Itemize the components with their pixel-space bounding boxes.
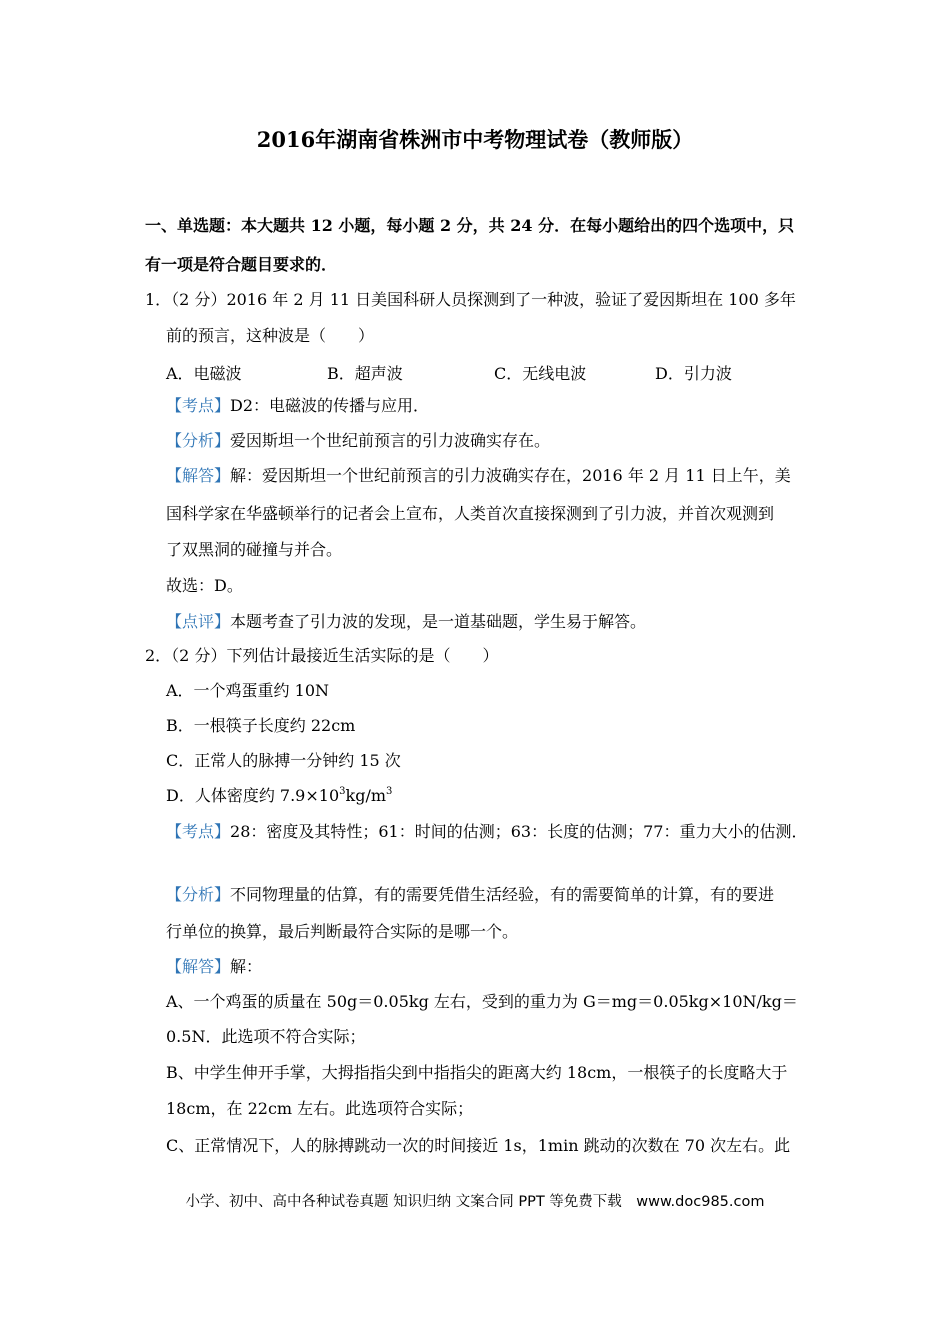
kaodian-tag: 【考点】 [166,822,231,841]
q2-option-b: B．一根筷子长度约 22cm [166,716,356,735]
q2-analysis-a-line2: 0.5N．此选项不符合实际； [166,1027,366,1046]
q2-analysis-b-line2: 18cm，在 22cm 左右。此选项符合实际； [166,1099,474,1118]
q2-fenxi-line1 [166,885,774,905]
document-title: 2016年湖南省株洲市中考物理试卷（教师版） [256,127,694,152]
kaodian-tag: 【考点】 [166,396,231,415]
q1-jieda-line2: 国科学家在华盛顿举行的记者会上宣布，人类首次直接探测到了引力波，并首次观测到 [166,504,775,523]
q1-fenxi-text: 爱因斯坦一个世纪前预言的引力波确实存在。 [230,431,551,450]
section-heading-line2: 有一项是符合题目要求的． [145,255,338,274]
q1-option-d: D．引力波 [655,364,732,383]
jieda-tag: 【解答】 [166,466,231,485]
q2-analysis-b-line1: B、中学生伸开手掌，大拇指指尖到中指指尖的距离大约 18cm，一根筷子的长度略大于 [166,1063,788,1082]
q2-analysis-a-line1: A、一个鸡蛋的质量在 50g＝0.05kg 左右，受到的重力为 G＝mg＝0.05kg×10N/kg＝ [166,992,798,1011]
q2-kaodian [166,822,807,842]
q2-kaodian-text: 28：密度及其特性；61：时间的估测；63：长度的估测；77：重力大小的估测． [230,822,808,841]
q1-jieda-text1: 解：爱因斯坦一个世纪前预言的引力波确实存在，2016 年 2 月 11 日上午，美 [230,466,791,485]
q1-jieda-line3: 了双黑洞的碰撞与并合。 [166,540,343,559]
q2-fenxi-text1: 不同物理量的估算，有的需要凭借生活经验，有的需要简单的计算，有的要进 [230,885,775,904]
q2-stem: 2．（2 分）下列估计最接近生活实际的是（ ） [145,646,499,665]
q1-option-a: A．电磁波 [166,364,242,383]
q2-option-c: C．正常人的脉搏一分钟约 15 次 [166,751,401,770]
dianping-tag: 【点评】 [166,612,231,631]
q1-fenxi [166,431,550,451]
q1-stem-line2: 前的预言，这种波是（ ） [166,326,375,345]
q1-dianping-text: 本题考查了引力波的发现，是一道基础题，学生易于解答。 [230,612,647,631]
section-heading-line1: 一、单选题：本大题共 12 小题，每小题 2 分，共 24 分．在每小题给出的四个选项中，只 [145,216,795,235]
q1-answer: 故选：D。 [166,576,243,595]
q2-option-d-sup1: 3 [339,786,346,797]
fenxi-tag: 【分析】 [166,885,231,904]
q1-stem-line1: 1．（2 分）2016 年 2 月 11 日美国科研人员探测到了一种波，验证了爱因斯坦在 100 多年 [145,290,796,309]
q1-dianping [166,612,646,632]
q2-jieda-text: 解： [230,957,263,976]
q2-analysis-c-line1: C、正常情况下，人的脉搏跳动一次的时间接近 1s，1min 跳动的次数在 70 次左右。此 [166,1136,791,1155]
q1-option-c: C．无线电波 [494,364,587,383]
jieda-tag: 【解答】 [166,957,231,976]
page-footer: 小学、初中、高中各种试卷真题 知识归纳 文案合同 PPT 等免费下载 www.doc985.com [185,1194,765,1210]
q2-option-d-sup2: 3 [386,786,393,797]
q2-option-d [166,786,392,806]
q1-kaodian-text: D2：电磁波的传播与应用． [230,396,430,415]
q2-fenxi-line2: 行单位的换算，最后判断最符合实际的是哪一个。 [166,922,519,941]
q2-option-d-pre: D．人体密度约 7.9×10 [166,786,340,805]
q1-option-b: B．超声波 [327,364,403,383]
q2-option-a: A．一个鸡蛋重约 10N [166,681,330,700]
q1-jieda-line1 [166,466,791,486]
q1-kaodian [166,396,429,416]
fenxi-tag: 【分析】 [166,431,231,450]
q2-jieda [166,957,262,977]
q2-option-d-mid: kg/m [345,786,387,805]
